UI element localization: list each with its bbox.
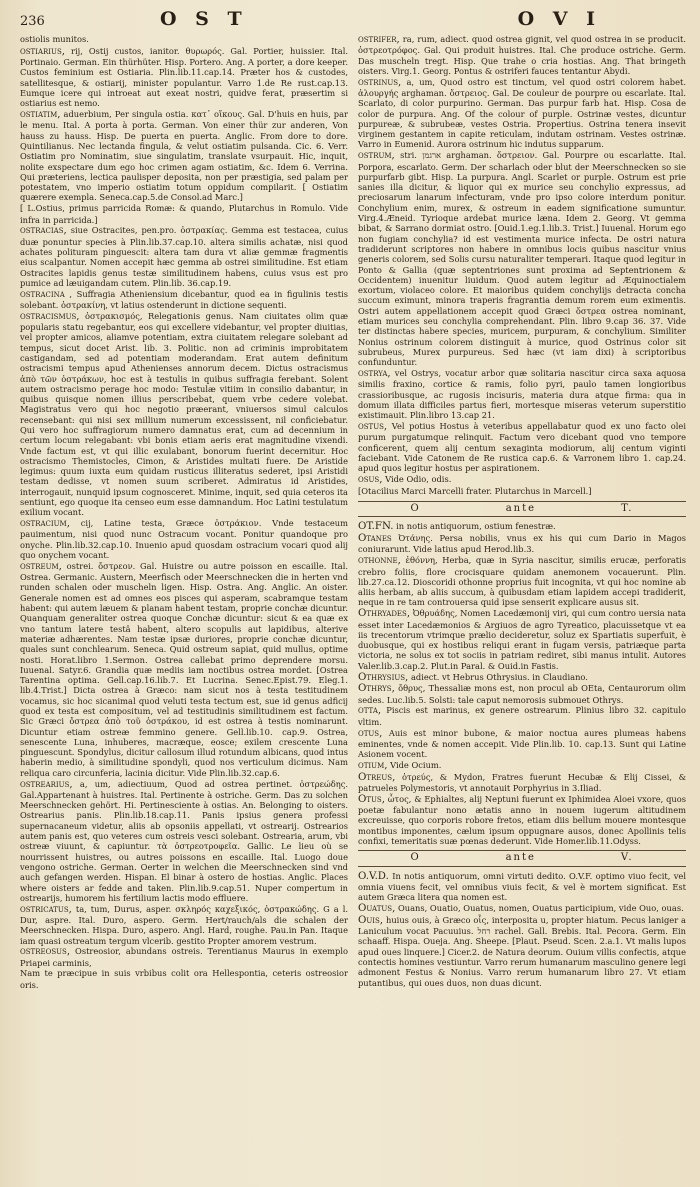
divider-ante: ante	[505, 503, 537, 515]
dictionary-entry	[358, 150, 686, 367]
entry-headword: Ouatus,	[358, 902, 396, 914]
dictionary-entry	[20, 968, 348, 990]
entry-headword: ostreosus,	[20, 946, 71, 958]
right-entries-bottom	[358, 871, 686, 988]
entry-headword: ostracina	[20, 288, 65, 300]
entry-headword: ostreum,	[20, 560, 62, 572]
dictionary-entry	[358, 705, 686, 727]
right-entries-top	[358, 34, 686, 497]
entry-headword: ostiarius,	[20, 45, 65, 57]
right-column	[358, 34, 686, 991]
divider-letter: O	[410, 852, 421, 864]
entry-text: In notis antiquorum, omni virtuti dedito. O.V.F. optimo viuo fecit, vel omnia viuens fecit, vel omnibus viuis fecit, & vel è mortem significat. Est autem Græca litera qua nomen est.	[358, 870, 686, 903]
dictionary-entry	[20, 203, 348, 225]
dictionary-entry	[20, 946, 348, 968]
entry-text: ostrei. ὄστρεον. Gal. Huistre ou autre poisson en escaille. Ital. Ostrea. Germanic. Austern, Meerfisch oder Meerschnecken die in herten vnd runden schalen oder muscheln ligen. Hisp. Ostra. Ang. Anglic. An oister. Generale nomen est ad omnes eos pisces qui asperam, scabramque testam habent: qui autem læuem & planam habent testam, proprie conchæ dicuntur. Quanquam generaliter ostrea quoque Conchæ dicuntur: sicut & ea quæ ex vno tantum latere testâ habent, altero scopulis aut lapidibus, alterive materiæ adhærentes. Nam testæ ipsæ duriores, proprie conchæ dicuntur, quales sunt conchlearum. Seneca. Quid ostreum sapiat, quid mullus, optime nosti. Horat.libro 1.Sermon. Ostrea callebat primo deprendere morsu. Iuuenal. Satyr.6. Grandia quæ mediis iam noctibus ostrea mordet. [Ostrea Tarentina optima. Gell.cap.16.lib.7. Et Lucrina. Senec.Epist.79. Eleg.1. lib.4.Trist.] Dicta ostrea à Græco: nam sicut nos à testa testitudinem vocamus, sic hoc sicanimal quod veluti testa tectum est, sue id genus adficij quod ex testa est compositum, vel ad testitudinis similitudinem est factum. Sic Græci ὄστρεα ἀπὸ τοῦ ὀστράκου, id est ostrea à testis nominarunt. Dicuntur etiam ostreæ femmino genere. Gell.lib.10. cap.9. Ostrea, senescente Luna, inhuberes, macræque, eosce; exilem crescente Luna pinguescunt. Spondylus, dicitur callosum illud rotundum albicans, quod intus haberin medio, à similitudine spondyli, quod nos verticulum dicimus. Nam reliqua caro circunferia, lacinia dicitur. Vide Plin.lib.32.cap.6.	[20, 560, 348, 778]
dictionary-entry	[20, 311, 348, 518]
dictionary-entry	[358, 772, 686, 794]
dictionary-entry	[20, 518, 348, 560]
entry-text: Ouans, Ouatio, Ouatus, nomen, Ouatus participium, vide Ouo, ouas.	[397, 902, 684, 913]
entry-text: siue Ostracites, pen.pro. ὀστρακίας. Gemma est testacea, cuius duæ ponuntur species à Plin.lib.37.cap.10. altera similis achatæ, nisi quod achates polituram pinguescit: altera tam dura vt aliæ gemmæ fragmentis eius scalpantur. Nomen accepit hæc gemma ab ostrei similitudine. Est etiam Ostracites lapidis genus testæ similitudinem habens, cuius vsus est pro pumice ad læuigandam cutem. Plin.lib. 36.cap.19.	[20, 225, 348, 288]
entry-text: Ὀθρυάδης, Nomen Lacedæmonij viri, qui cum contro uersia nata esset inter Lacedæmonios & Argiuos de agro Tyreatico, placuissetque vt ea iis trecentorum vtrimque prælio decideretur, soluz ex Spartiatis superfuit, è duobusque, qui ex hostibus reliqui erant in fugam versis, patriæque parta victoria, ne solus ex tot sociis in patriam rediret, sibi manus intulit. Autores Valer.lib.3.cap.2. Plut.in Paral. & Ouid.in Fastis.	[358, 608, 686, 671]
dictionary-entry	[358, 672, 686, 683]
entry-text: Vel potius Hostus à veteribus appellabatur quod ex uno facto olei purum purgatumque relinquit. Factum vero dicebant quod vno tempore conficerent, quem alij centum sexaginta modiorum, alij centum viginti faciebant. Vide Catonem de Re rustica cap.6. & Varronem libro 1. cap.24. apud quos legitur hostus per aspirationem.	[358, 420, 686, 474]
dictionary-entry	[358, 760, 686, 771]
dictionary-entry	[20, 109, 348, 203]
entry-headword: ostiatim,	[20, 109, 61, 121]
entry-headword: othonne,	[358, 555, 401, 567]
entry-headword: otus,	[358, 727, 383, 739]
entry-text: , Suffragia Atheniensium dicebantur, quod ea in figulinis testis solebant. ὀστρακίνη, vt latius ostenderunt in dictione sequenti.	[20, 288, 349, 310]
entry-text: in notis antiquorum, ostium fenestræ.	[396, 521, 556, 532]
entry-text: a, um, adiectiuum, Quod ad ostrea pertinet. ὀστρεώδης. Gal.Appartenant à huistres. Ital. Pertinente à ostriche. Germ. Das zu solchen Meerschnecken gehört. Hi. Pertinesciente à ostias. An. Belonging to oisters. Ostrearius panis. Plin.lib.18.cap.11. Panis ipsius genera professi supernacaneum videtur, aliis ab opsoniis appellati, vt ostrearij. Ostrearios autem panis est, quo veteres cum ostreis vesci solebant. Ostrearia, arum, vbi ostreæ viuunt, & capiuntur. τὰ ὀστρεοτροφεῖα. Gallic. Le lieu où se nourrissent huistres, ou autres poissons en escaille. Ital. Luogo doue vengono ostriche. German. Oerter in welchen die Meerschnecken sind vnd auch gefangen werden. Hispan. El binar à ostero de hostias. Anglic. Places where oisters ar fedde and taken. Plin.lib.9.cap.51. Nuper compertum in ostrearijs, humorem his fertilium lactis modo effluere.	[20, 778, 348, 903]
entry-text: ostiolis munitos.	[20, 34, 89, 44]
entry-headword: OT.FN.	[358, 521, 394, 533]
dictionary-entry	[358, 555, 686, 607]
entry-text: ἐθόννη, Herba, quæ in Syria nascitur, similis erucæ, perforatis crebro foliis, flore crocisquare quidam anemonem vocauerunt. Plin. lib.27.ca.12. Dioscoridi othonne proprius fuit incognita, vt qui hoc nomine ab aliis herbam, ab aliis succum, à quibusdam etiam lapidem accepi tradiderit, neque in re tam controuersa quid ipse senserit explicare ausus sit.	[358, 555, 687, 608]
dictionary-entry	[358, 533, 686, 555]
dictionary-entry	[358, 683, 686, 705]
entry-text: Vide Ocium.	[390, 759, 442, 770]
entry-text: adiect. vt Hebrus Othrysius. in Claudiano.	[410, 671, 588, 682]
dictionary-entry	[358, 903, 686, 914]
entry-text: [Otacilius Marci Marcelli frater. Plutarchus in Marcell.]	[358, 485, 592, 496]
entry-headword: ostrinus,	[358, 76, 402, 88]
entry-headword: ostrearius,	[20, 778, 73, 790]
entry-text: vel Ostrys, vocatur arbor quæ solitaria nascitur circa saxa aquosa similis fraxino, cortice & ramis, folio pyri, paulo tamen longioribus crassioribusque, ac rugosis incisuris, materia dura atque firma: qua in domum illata difficiles partus fieri, mortesque miseras veterum superstitio existimauit. Plin.libro 13.cap 21.	[358, 368, 686, 421]
entry-headword: osus,	[358, 473, 383, 485]
entry-headword: Othryades,	[358, 608, 411, 620]
dictionary-entry	[20, 779, 348, 904]
right-entries-mid	[358, 521, 686, 846]
dictionary-entry	[20, 225, 348, 288]
divider-letter: T.	[621, 503, 634, 515]
entry-headword: ostracium,	[20, 518, 70, 530]
entry-text: Piscis est marinus, ex genere ostrearum. Plinius libro 32. capitulo vltim.	[358, 705, 687, 727]
dictionary-entry	[358, 728, 686, 760]
entry-text: Vide Odio, odis.	[385, 473, 452, 484]
entry-headword: ostracias,	[20, 225, 67, 237]
dictionary-entry	[358, 34, 686, 76]
section-divider-o-ante-v	[358, 850, 686, 866]
entry-headword: Otreus,	[358, 771, 396, 783]
running-head-right: O V I	[517, 8, 602, 30]
entry-text: a, um, Quod ostro est tinctum, vel quod ostri colorem habet. ἁλουργής arghaman. ὄστρειος. Gal. De couleur de pourpre ou escarlate. Ital. Scarlato, di color purpurino. German. Das purpur farb hat. Hisp. Cosa de color de purpura. Ang. Of the colour of purple. Ostrinæ vestes, dicuntur purpureæ, & subrubeæ, vestes Ostria. Propertius. Ostrina tenera insevit virginem gestantem in capite reticulam, indutam ostrinam. Vestes ostrinæ. Varro in Eumenid. Aurora ostrinum hic indutus supparum.	[358, 76, 687, 150]
entry-headword: Otanes	[358, 533, 392, 545]
entry-headword: ostracismus,	[20, 310, 80, 322]
entry-headword: Othrys,	[358, 683, 395, 695]
entry-text: ὄθρυς, Thessaliæ mons est, non procul ab OEta, Centaurorum olim sedes. Luc.lib.5. Solsti: tale caput nemorosis submouet Othrys.	[358, 683, 687, 705]
entry-text: ὦτος, & Ephialtes, alij Neptuni fuerunt ex Iphimidea Aloei vxore, quos poetæ fabulantur nono ætatis anno in nouem iugerum altitudinem excreuisse, quo corporis robore fretos, etiam diis bellum mouere montesque montibus imponentes, cælum ipsum oppugnare ausos, donec Apollinis telis confixi, temeritatis suæ pœnas dederunt. Vide Homer.lib.11.Odyss.	[358, 793, 686, 846]
dictionary-entry	[358, 474, 686, 485]
dictionary-entry	[358, 521, 686, 532]
entry-text: rij, Ostij custos, ianitor. θυρωρός. Gal. Portier, huissier. Ital. Portinaio. German. Ein thürhüter. Hisp. Portero. Ang. A porter, a dore keeper. Custos feminium est Ostiaria. Plin.lib.11.cap.14. Præter hos & custodes, satellitesque, & ostiarij, minister populantur. Varro 1.de Re rust.cap.13. Eumque icere qui introeat aut exeat nostri, quidve ferat, præsertim si ostiarius est nemo.	[20, 45, 348, 109]
dictionary-entry	[20, 561, 348, 778]
dictionary-entry	[20, 904, 348, 946]
entry-headword: ostricatus,	[20, 903, 72, 915]
entry-headword: otium,	[358, 759, 388, 771]
entry-headword: otta,	[358, 705, 382, 717]
entry-text: Auis est minor bubone, & maior noctua aures plumeas habens eminentes, vnde & nomen accepit. Vide Plin.lib. 10. cap.13. Sunt qui Latine Asionem vocent.	[358, 727, 686, 760]
entry-headword: ostrya,	[358, 368, 391, 379]
entry-text: Ὀτάνης. Persa nobilis, vnus ex his qui cum Dario in Magos coniurarunt. Vide latius apud Herod.lib.3.	[358, 533, 687, 555]
dictionary-entry	[20, 34, 348, 45]
entry-headword: ostrifer,	[358, 34, 400, 45]
entry-text: ra, rum, adiect. quod ostrea gignit, vel quod ostrea in se producit. ὀστρεοτρόφος. Gal. Qui produit huistres. Ital. Che produce ostriche. Germ. Das muscheln tregt. Hisp. Que trahe o cria hostias. Ang. That bringeth oisters. Virg.1. Georg. Pontus & ostriferi fauces tentantur Abydi.	[358, 34, 686, 76]
dictionary-entry	[358, 368, 686, 420]
divider-letter: V.	[620, 852, 634, 864]
page-number: 236	[20, 14, 45, 29]
entry-text: ὀτρεύς, & Mydon, Fratres fuerunt Hecubæ & Elij Cissei, & patrueles Polymestoris, vt annotauit Porphyrius in 3.Iliad.	[358, 771, 686, 793]
entry-headword: O.V.D.	[358, 870, 389, 882]
dictionary-entry	[358, 486, 686, 497]
dictionary-entry	[358, 608, 686, 671]
dictionary-entry	[20, 46, 348, 109]
divider-ante: ante	[505, 852, 536, 864]
entry-headword: ostus,	[358, 420, 388, 432]
entry-text: ὀστρακισμός, Relegationis genus. Nam ciuitates olim quæ popularis statu regebantur, eos qui excellere videbantur, vel propter diuitias, vel propter amicos, aliamve potentiam, extra ciuitatem relegare solebant ad tempus, sicut docet Arist. lib. 3. Politic. non ad criminis improbitatem castigandam, sed ad potentiam moderandam. Erat autem definitum ostracismi tempus apud Athenienses annorum decem. Dictus ostracismus ἀπὸ τῶν ὀστράκων, hoc est à testulis in quibus suffragia ferebant. Solent autem ostracismo perage hoc modo: Testulæ vitiim in consilio dabantur, in quibus quisque nomen illius perscribebat, quem vrbe cedere volebat. Magistratus vero qui hoc negotio præerant, vniuersos simul calculos recensebant: qui nisi sex millium numerum excessissent, nil conficiebatur. Qui vero hoc suffragiorum numero damnatus erat, cum ad decennium in certum locum relegabant: vbi bonis etiam aeris erat magnitudine vixendi. Vnde factum est, vt qui illic exulabant, bonorum fuerint decernitur. Hoc ostracismo Themistocles, Cimon, & Aristides multati fuere. De Aristide legimus: quum iuxta eum quidam rusticus illiteratus sederet, ipsi Aristidi testam dedisse, vt nomen suum scriberet. Admiratus id Aristides, interrogauit, nunquid ipsum cognosceret. Minime, inquit, sed quia ceteros ita sentiunt, ego quoque ita censeo eum esse damnandum. Hoc Latini testulatum exilium vocant.	[20, 310, 348, 518]
entry-text: Ostreosior, abundans ostreis. Terentianus Maurus in exemplo Priapei carminis,	[20, 946, 348, 968]
entry-text: Nam te præcipue in suis vrbibus colit ora Hellespontia, ceteris ostreosior oris.	[20, 968, 348, 990]
dictionary-entry	[358, 915, 686, 988]
entry-text: [ L.Ostius, primus parricida Romæ: & quando, Plutarchus in Romulo. Vide infra in parricida.]	[20, 203, 348, 225]
left-column	[20, 34, 348, 991]
entry-text: stri. ארגמן arghaman. ὄστρειον. Gal. Pourpre ou escarlatte. Ital. Porpora, escarlato. Germ. Der scharlach oder blut der Meerschnecken so sie purpurfarb gibt. Hisp. La purpura. Angl. Scarlet or purple. Ostrum est prie sanies illa dicitur, & liquor qui ex murice seu conchylio expressus, ad preciosarum lanarum infecturam, vnde pro ipso colore interdum ponitur. Conchylium enim, murex, & ostreum in eadem significatione sumuntur. Virg.4.Æneid. Tyrioque ardebat murice læna. Idem 2. Georg. Vt gemma bibat, & Sarrano dormiat ostro. [Ouid.1.eg.1.lib.3. Trist.] Iuuenal. Horum ego non fugiam conchylia? id est vestimenta murice infecta. De ostri natura tradiderunt scriptores non habere in omnibus locis quibus nascitur vnius generis colorem, sed Solis cursu naturaliter temperari. Itaque quod legitur in Ponto & Gallia (quæ septentriones sunt proxima ad Septentrionem & Occidentem) inuenitur liuidum. Quod autem legitur ad Æquinoctialem exortum, violaceo colore. Et maioribus quidem conchylijs detracta concha succum eximunt, minora traperis fragrantia demum rorem eum eximentis. Ostri autem appellationem accepit quod Græci ὄστρεα ostrea nominant, etiam murices seu conchylia comprehendant. Plin. libro 9.cap 36. 37. Vide ter distinctas habere species, muricem, purpuram, & conchylium. Similiter Nonius ostrinum colorem distinguit à murice, quod Ostrinus color sit subrubeus, Murex purpureus. Sed hæc (vt iam dixi) à scriptoribus confunduntur.	[358, 150, 686, 368]
section-divider-o-ante-t	[358, 501, 686, 517]
dictionary-entry	[358, 77, 686, 150]
entry-headword: Otus,	[358, 793, 385, 805]
dictionary-entry	[20, 289, 348, 311]
dictionary-entry	[358, 871, 686, 903]
entry-text: cij, Latine testa, Græce ὀστράκιον. Vnde testaceum pauimentum, nisi quod nunc Ostracum vocant. Ponitur quandoque pro onyche. Plin.lib.32.cap.10. Inuenio apud quosdam ostracium vocari quod alij quo onychem vocant.	[20, 518, 349, 561]
running-head-left: O S T	[160, 8, 248, 30]
running-header	[20, 8, 686, 34]
entry-headword: ostrum,	[358, 150, 395, 162]
dictionary-entry	[358, 794, 686, 846]
entry-text: aduerbium, Per singula ostia. κατ᾽ οἴκους. Gal. D'huis en huis, par le menu. Ital. A porta à porta. German. Von einer thür zur anderen, Von hauss zu hauss. Hisp. De puerta en puerta. Anglic. From dore to dore. Quintilianus. Nec lectanda fingula, & velut ostiatim pulsanda. Cic. 6. Verr. Ostiatim pro Nominatim, siue singulatim, translate vsurpauit. Hic, inquit, nolite exspectare dum ego hoc crimen agam ostiatim, &c. Idem 6. Verrina. Qui præteriens, lectica paulisper deposita, non per præstigia, sed palam per potestatem, vno imperio ostiatim totum oppidum compilarit. [ Ostiatim quærere exempla. Seneca.cap.5.de Consol.ad Marc.]	[20, 109, 349, 203]
entry-text: huius ouis, à Græco οἶς, interposita u, propter hiatum. Pecus laniger a Laniculum vocat Pacuuius. רחל rachel. Gall. Brebis. Ital. Pecora. Germ. Ein schaaff. Hispa. Oueja. Ang. Sheepe. [Plaut. Pseud. Scen. 2.a.1. Vt malis lupos apud oues linquere.] Cicer.2. de Natura deorum. Ouium villis confectis, atque contectis homines vestiuntur. Varro rerum humanarum masculino genere legi admonent Festus & Nonius. Varro rerum humanarum libro 27. Vt etiam putantibus, qui oues duos, non duas dicunt.	[358, 914, 687, 988]
entry-headword: Ouis,	[358, 914, 384, 926]
entry-text: ta, tum, Durus, asper. σκληρός καχεξικός, ὀστρακώδης. G a l. Dur, aspre. Ital. Duro, aspero. Germ. Hert/rauch/als die schalen der Meerschnecken. Hispa. Duro, aspero. Angl. Hard, roughe. Pau.in Pan. Itaque iam quasi ostreatum tergum vlcerib. gestito Propter amorem vestrum.	[20, 903, 349, 946]
dictionary-entry	[358, 421, 686, 473]
entry-headword: Othrysius,	[358, 671, 409, 683]
divider-letter: O	[410, 503, 421, 515]
